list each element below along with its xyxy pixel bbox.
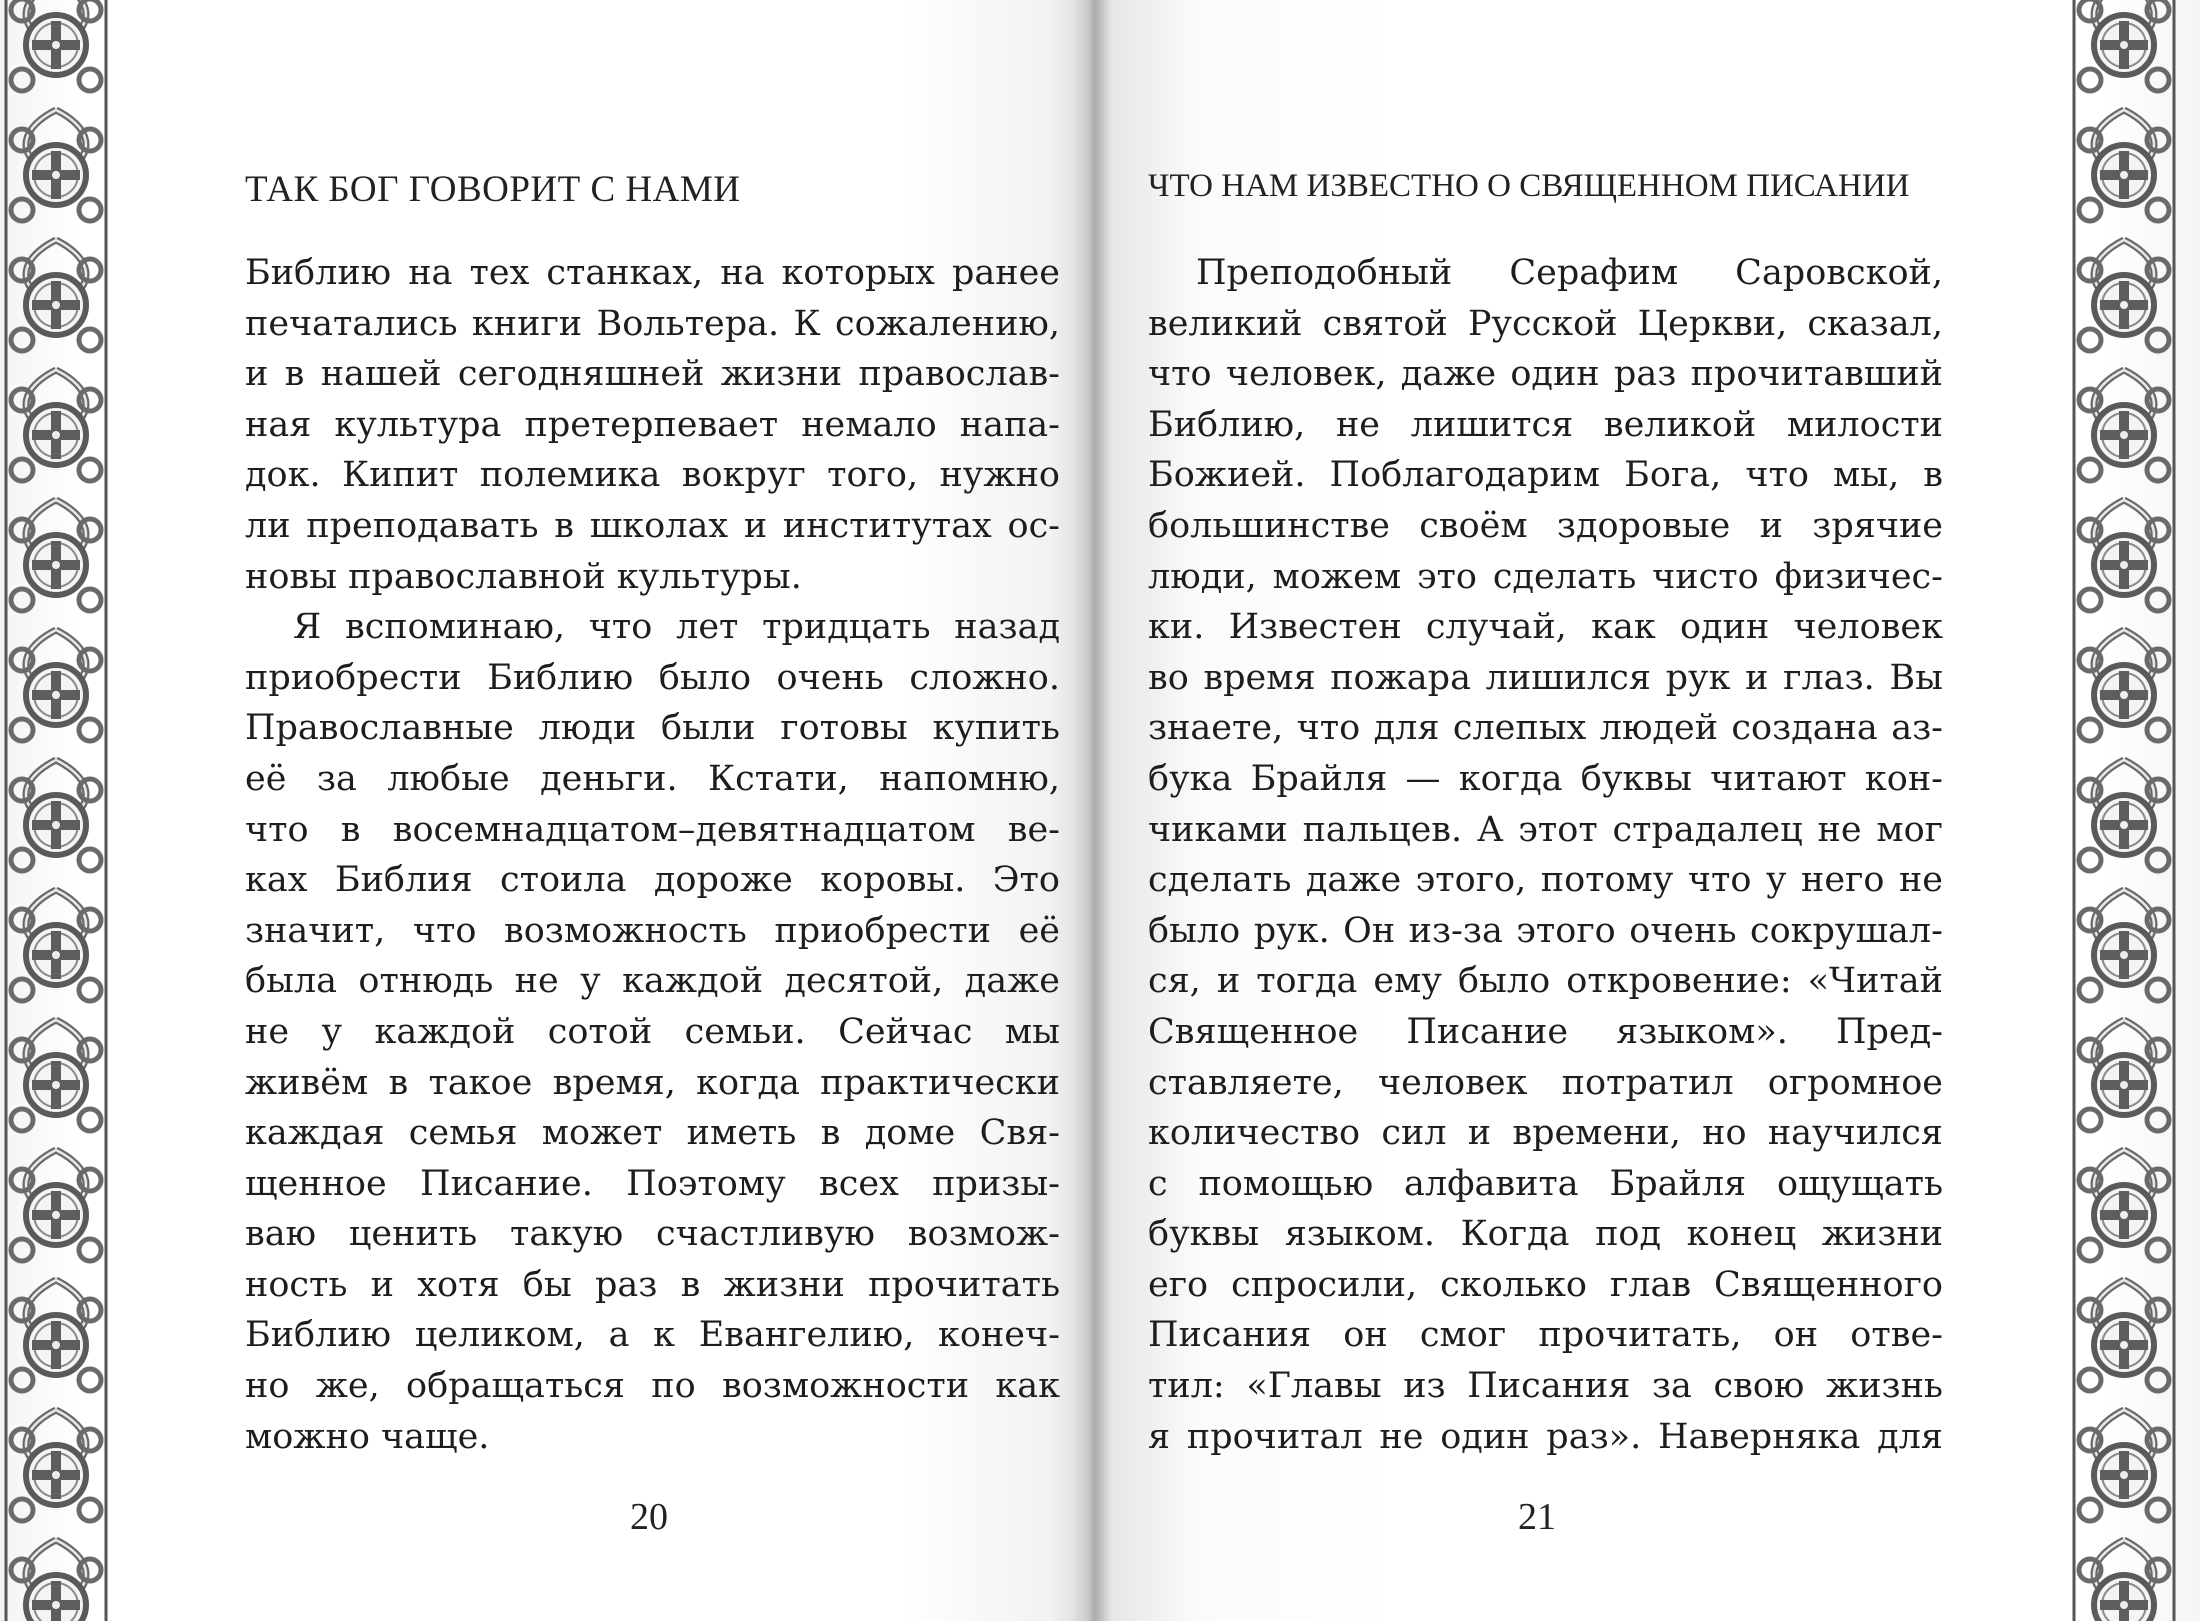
text-line: не у каждой сотой семьи. Сейчас мы: [245, 1011, 1060, 1052]
text-line: ная культура претерпевает немало напа-: [245, 404, 1060, 445]
page-number-left: 20: [630, 1496, 668, 1538]
text-line: живём в такое время, когда практически: [245, 1062, 1060, 1103]
text-line: щенное Писание. Поэтому всех призы-: [245, 1163, 1060, 1204]
text-line: каждая семья может иметь в доме Свя-: [245, 1113, 1060, 1154]
text-line: её за любые деньги. Кстати, напомню,: [245, 758, 1060, 799]
text-line: печатались книги Вольтера. К сожалению,: [245, 303, 1060, 344]
running-head-right: ЧТО НАМ ИЗВЕСТНО О СВЯЩЕННОМ ПИСАНИИ: [1148, 168, 1910, 204]
text-line: ся, и тогда ему было откровение: «Читай: [1148, 961, 1943, 1002]
text-line: что человек, даже один раз прочитавший: [1148, 354, 1943, 395]
text-line: была отнюдь не у каждой десятой, даже: [245, 961, 1060, 1002]
right-page: [1148, 0, 1948, 1621]
text-line: Библию, не лишится великой милости: [1148, 404, 1943, 445]
text-line: Священное Писание языком». Пред-: [1148, 1011, 1943, 1052]
ornamental-border-left: [0, 0, 112, 1621]
text-line: было рук. Он из-за этого очень сокрушал-: [1148, 910, 1943, 951]
text-line: новы православной культуры.: [245, 556, 802, 597]
ornamental-border-right: [2068, 0, 2180, 1621]
text-line: буквы языком. Когда под конец жизни: [1148, 1214, 1943, 1255]
page-number-right: 21: [1518, 1496, 1556, 1538]
text-line: док. Кипит полемика вокруг того, нужно: [245, 455, 1060, 496]
running-head-left: ТАК БОГ ГОВОРИТ С НАМИ: [245, 169, 741, 210]
text-line: и в нашей сегодняшней жизни православ-: [245, 354, 1060, 395]
text-line: Православные люди были готовы купить: [245, 708, 1060, 749]
text-line: Я вспоминаю, что лет тридцать назад: [293, 607, 1060, 648]
text-line: тил: «Главы из Писания за свою жизнь: [1148, 1366, 1943, 1407]
text-line: Библию на тех станках, на которых ранее: [245, 253, 1060, 293]
text-line: Божией. Поблагодарим Бога, что мы, в: [1148, 455, 1943, 496]
text-line: с помощью алфавита Брайля ощущать: [1148, 1163, 1943, 1204]
text-line: ках Библия стоила дороже коровы. Это: [245, 860, 1060, 901]
text-line: Преподобный Серафим Саровской,: [1196, 253, 1943, 293]
right-page-text: [1148, 248, 1943, 1462]
text-line: Библию целиком, а к Евангелию, конеч-: [245, 1315, 1060, 1356]
text-line: ки. Известен случай, как один человек: [1148, 607, 1943, 648]
text-line: количество сил и времени, но научился: [1148, 1113, 1943, 1154]
text-line: я прочитал не один раз». Наверняка для: [1148, 1416, 1943, 1457]
text-line: ность и хотя бы раз в жизни прочитать: [245, 1264, 1060, 1305]
text-line: великий святой Русской Церкви, сказал,: [1148, 303, 1943, 344]
text-line: ваю ценить такую счастливую возмож-: [245, 1214, 1060, 1255]
text-line: бука Брайля — когда буквы читают кон-: [1148, 758, 1943, 799]
text-line: чиками пальцев. А этот страдалец не мог: [1148, 809, 1943, 850]
text-line: сделать даже этого, потому что у него не: [1148, 860, 1943, 901]
left-page-text: [245, 248, 1060, 1462]
book-spine-shadow: [1072, 0, 1112, 1621]
text-line: но же, обращаться по возможности как: [245, 1366, 1060, 1407]
text-line: люди, можем это сделать чисто физичес-: [1148, 556, 1943, 597]
text-line: его спросили, сколько глав Священного: [1148, 1264, 1943, 1305]
text-line: во время пожара лишился рук и глаз. Вы: [1148, 657, 1943, 698]
text-line: можно чаще.: [245, 1416, 490, 1457]
text-line: Писания он смог прочитать, он отве-: [1148, 1315, 1943, 1356]
left-page: [245, 0, 1065, 1621]
text-line: значит, что возможность приобрести её: [245, 910, 1060, 951]
text-line: знаете, что для слепых людей создана аз-: [1148, 708, 1943, 749]
text-line: большинстве своём здоровые и зрячие: [1148, 505, 1943, 546]
text-line: приобрести Библию было очень сложно.: [245, 657, 1060, 698]
text-line: что в восемнадцатом–девятнадцатом ве-: [245, 809, 1060, 850]
text-line: ставляете, человек потратил огромное: [1148, 1062, 1943, 1103]
text-line: ли преподавать в школах и институтах ос-: [245, 505, 1060, 546]
